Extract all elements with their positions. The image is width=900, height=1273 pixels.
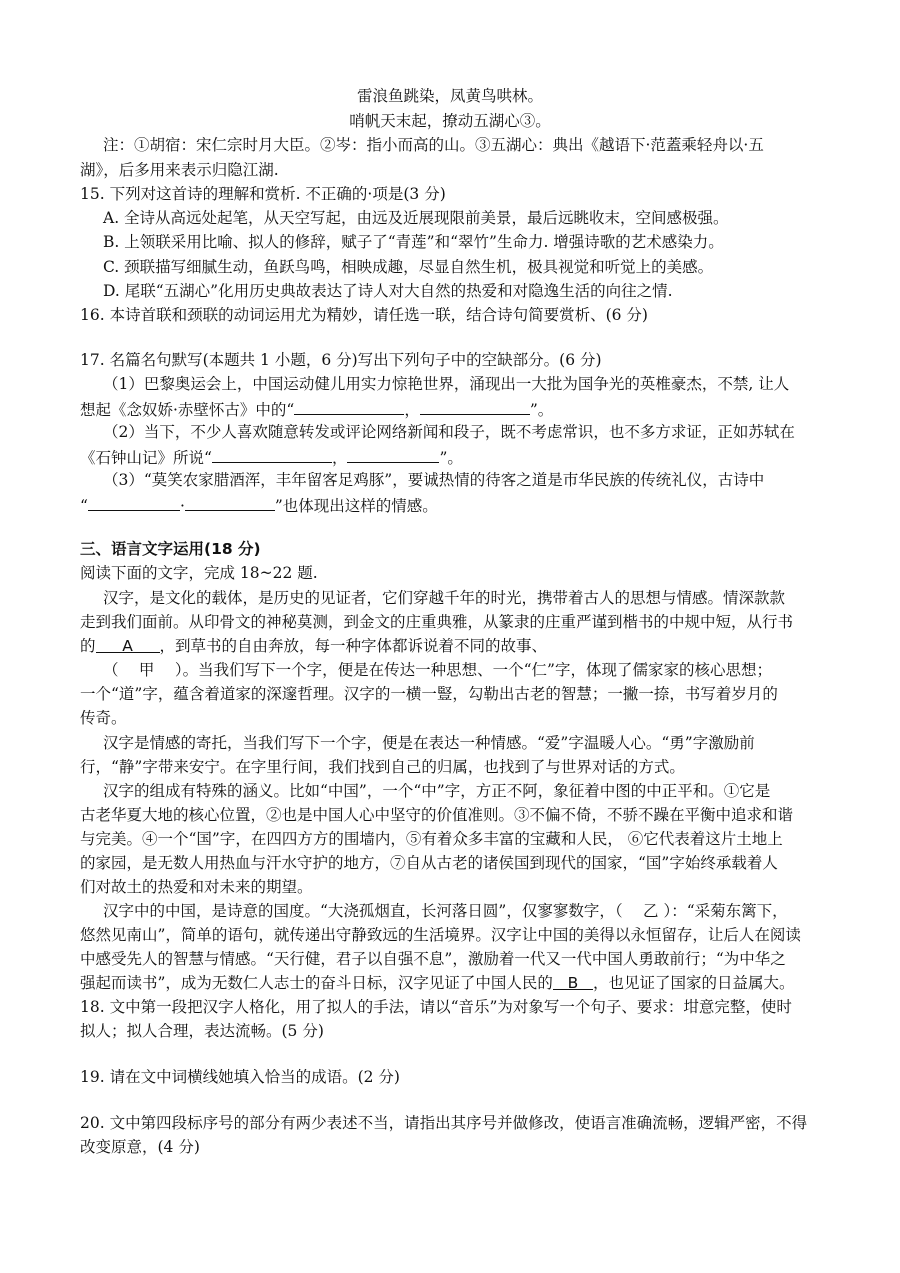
passage-p4-line4-prefix: 强起而读书”，成为无数仁人志士的奋斗日标，汉字见证了中国人民的 — [80, 974, 553, 992]
q18-line2: 拟人；拟人合理，表达流畅。(5 分) — [80, 1022, 324, 1040]
q17-part2-line1: （2）当下，不少人喜欢随意转发或评论网络新闻和段子，既不考虑常识，也不多方求证，正如苏轼在 — [103, 423, 795, 441]
passage-p3-line4: 的家园，是无数人用热血与汗水守护的地方，⑦自从古老的诸侯国到现代的国家，“国”字始终承载着人 — [80, 854, 778, 872]
passage-p1-line6: 传奇。 — [80, 709, 127, 727]
q17-part1-line2 — [80, 398, 553, 420]
q17-part1-suffix: ”。 — [529, 401, 554, 419]
passage-p4-line4-suffix: ，也见证了国家的日益属大。 — [592, 974, 795, 992]
q17-blank-2[interactable] — [420, 398, 530, 415]
passage-p2-line1: 汉字是情感的寄托，当我们写下一个字，便是在表达一种情感。“爱”字温暖人心。“勇”字激励前 — [103, 734, 755, 752]
q17-part3-line2 — [80, 494, 438, 516]
q17-blank-6[interactable] — [185, 494, 275, 511]
q17-blank-4[interactable] — [347, 446, 439, 463]
passage-p4-line2: 悠然见南山”，简单的语句，就传递出守静致远的生活境界。汉字让中国的美得以永恒留存，让后人在阅读 — [80, 926, 801, 944]
section3-heading: 三、语言文字运用(18 分) — [80, 540, 261, 558]
q17-blank-3[interactable] — [212, 446, 332, 463]
blank-a[interactable]: A — [96, 636, 160, 653]
passage-p4-line1: 汉字中的中国，是诗意的国度。“大浇孤烟直，长河落日圆”，仅寥寥数字，（ 乙 ）：“采菊东篱下， — [103, 902, 788, 920]
passage-p3-line5: 们对故土的热爱和对未来的期望。 — [80, 878, 313, 896]
q17-part3-line1: （3）“莫笑农家腊酒浑，丰年留客足鸡豚”，要诚热情的待客之道是巿华民族的传统礼仪，古诗中 — [103, 471, 765, 489]
passage-p4-line3: 中感受先人的智慧与情感。“天行健，君子以自强不息”，激励着一代又一代中国人勇敢前行；“为中华之 — [80, 950, 786, 968]
q17-part1-prefix: 想起《念奴娇·赤壁怀古》中的“ — [80, 401, 295, 419]
q15-option-c: C. 颈联描写细腻生动，鱼跃鸟鸣，相映成趣，尽显自然生机，极具视觉和听觉上的美感。 — [103, 258, 714, 276]
passage-p4-line4 — [80, 973, 794, 993]
q20-line2: 改变原意，(4 分) — [80, 1138, 200, 1156]
q17-stem: 17. 名篇名句默写(本题共 1 小题，6 分)写出下列句子中的空缺部分。(6 分) — [80, 351, 602, 369]
q20-line1: 20. 文中第四段标序号的部分有两少表述不当，请指出其序号并做修改，使语言准确流畅，逻辑严密，不得 — [80, 1114, 808, 1132]
passage-p1-line3-prefix: 的 — [80, 637, 96, 655]
passage-p2-line2: 行，“静”字带来安宁。在字里行间，我们找到自己的归属，也找到了与世界对话的方式。 — [80, 758, 685, 776]
notes-line-2: 湖》，后多用来表示归隐江湖. — [80, 161, 279, 179]
blank-b[interactable]: B — [553, 973, 593, 990]
poem-line-2: 哨帆天末起，撩动五湖心③。 — [349, 112, 551, 130]
q17-part2-suffix: ”。 — [439, 449, 463, 467]
q18-line1: 18. 文中第一段把汉字人格化，用了拟人的手法，请以“音乐”为对象写一个句子、要求：坩意完整，使时 — [80, 998, 792, 1016]
passage-p3-line2: 古老华夏大地的核心位置，②也是中国人心中坚守的价值准则。③不偏不倚，不骄不躁在平衡中追求和谐 — [80, 806, 794, 824]
passage-p1-line3 — [80, 636, 547, 656]
q17-part3-prefix: “ — [80, 497, 88, 515]
q17-part1-comma: ， — [404, 401, 420, 419]
q17-part1-line1: （1）巴黎奥运会上，中国运动健儿用实力惊艳世界，涌现出一大批为国争光的英椎豪杰，不禁, 让人 — [103, 375, 790, 393]
q17-blank-5[interactable] — [88, 494, 180, 511]
q15-option-b: B. 上领联采用比喻、拟人的修辞，赋子了“青莲”和“翠竹”生命力. 增强诗歌的艺术感染力。 — [103, 233, 724, 251]
q15-option-d: D. 尾联“五湖心”化用历史典故表达了诗人对大自然的热爱和对隐逸生活的向往之情. — [103, 282, 673, 300]
q17-part3-dot: · — [179, 497, 185, 515]
q17-blank-1[interactable] — [294, 398, 404, 415]
notes-line-1: 注：①胡宿：宋仁宗时月大臣。②岑：指小而高的山。③五湖心：典出《越语下·范蓋乘轻舟以·五 — [103, 136, 764, 154]
poem-line-1: 雷浪鱼跳染，凤黄鸟哄林。 — [356, 87, 543, 105]
q15-stem: 15. 下列对这首诗的理解和赏析. 不正确的·项是(3 分) — [80, 185, 446, 203]
section3-intro: 阅读下面的文字，完成 18~22 题. — [80, 564, 318, 582]
passage-p3-line1: 汉字的组成有特殊的涵义。比如“中国”，一个“中”字，方正不阿，象征着中图的中正平和。①它是 — [103, 782, 771, 800]
passage-p1-line1: 汉字，是文化的载体，是历史的见证者，它们穿越千年的时光，携带着古人的思想与情感。情深款款 — [103, 589, 786, 607]
q19-stem: 19. 请在文中词横线她填入恰当的成语。(2 分) — [80, 1068, 400, 1086]
q17-part2-prefix: 《石钟山记》所说“ — [80, 449, 212, 467]
q17-part3-suffix: ”也体现出这样的情感。 — [274, 497, 438, 515]
q15-option-a: A. 全诗从高远处起笔，从天空写起，由远及近展现限前美景，最后远眺收末，空间感极强。 — [103, 209, 729, 227]
passage-p3-line3: 与完美。④一个“国”字，在四四方方的围墙内，⑤有着众多丰富的宝藏和人民， ⑥它代表着这片土地上 — [80, 830, 783, 848]
passage-p1-line5: 一个“道”字，蕴含着道家的深邃哲理。汉字的一横一豎，勾勒出古老的智慧；一撇一捺，书写着岁月的 — [80, 685, 778, 703]
passage-p1-line3-suffix: ，到草书的自由奔放，每一种字体都诉说着不同的故事、 — [159, 637, 548, 655]
passage-p1-line2: 走到我们面前。从印骨文的神秘莫测，到金文的庄重典雅，从篆隶的庄重严谨到楷书的中规中短，从行书 — [80, 613, 794, 631]
passage-p1-line4: （ 甲 ）。当我们写下一个字，便是在传达一种思想、一个“仁”字，体现了儒家家的核心思想； — [103, 661, 772, 679]
q17-part2-comma: ， — [331, 449, 348, 467]
q17-part2-line2 — [80, 446, 463, 468]
q16-stem: 16. 本诗首联和颈联的动词运用尤为精妙，请任选一联，结合诗句简要赏析、(6 分) — [80, 306, 648, 324]
